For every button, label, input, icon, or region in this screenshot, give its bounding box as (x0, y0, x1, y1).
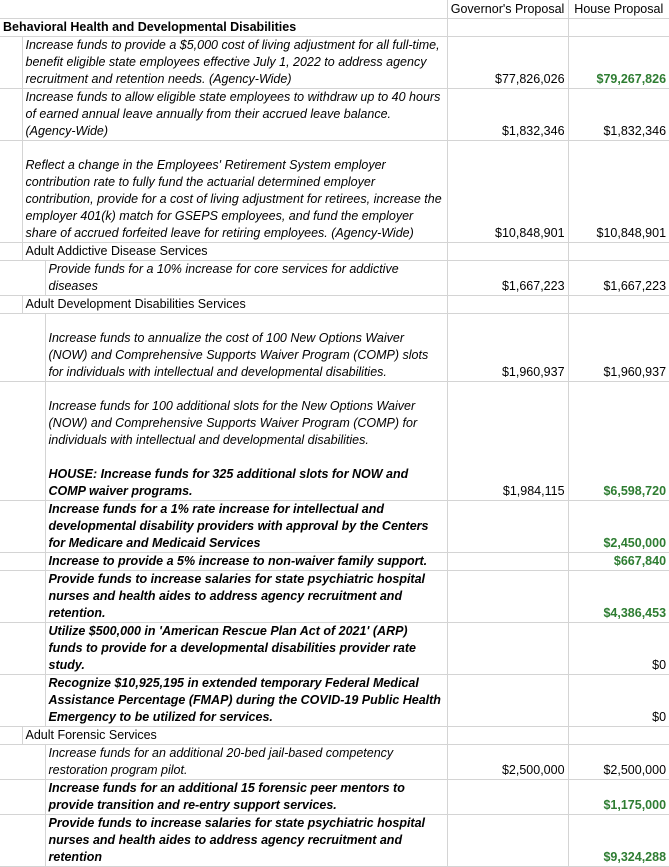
house-description: Utilize $500,000 in 'American Rescue Plan Act of 2021' (ARP) funds to provide for a developmental disabilities provider rate study. (45, 622, 447, 674)
indent-cell (0, 552, 45, 570)
indent-cell (0, 726, 22, 744)
governor-amount (447, 500, 568, 552)
indent-cell (0, 260, 45, 295)
subheading-label: Adult Forensic Services (22, 726, 447, 744)
empty-cell (568, 242, 669, 260)
house-description: Provide funds to increase salaries for state psychiatric hospital nurses and health aides to address agency recruitment and retention (45, 814, 447, 866)
spacer (49, 449, 444, 466)
governor-amount: $1,832,346 (447, 88, 568, 140)
row-description: Increase funds to annualize the cost of 100 New Options Waiver (NOW) and Comprehensive Supports Waiver Program (COMP) slots for individuals with intellectual and developmental disabilities. (45, 313, 447, 381)
governor-amount: $2,500,000 (447, 744, 568, 779)
subheading-label: Adult Addictive Disease Services (22, 242, 447, 260)
row-description: Increase funds for an additional 20-bed jail-based competency restoration program pilot. (45, 744, 447, 779)
header-row (0, 0, 669, 18)
table-row (0, 570, 669, 622)
table-row (0, 779, 669, 814)
indent-cell (0, 381, 45, 500)
indent-cell (0, 295, 22, 313)
governor-amount: $77,826,026 (447, 36, 568, 88)
row-description-cell (45, 381, 447, 500)
governor-amount: $1,667,223 (447, 260, 568, 295)
indent-cell (0, 36, 22, 88)
house-amount: $1,960,937 (568, 313, 669, 381)
house-amount: $9,324,288 (568, 814, 669, 866)
governor-amount: $1,984,115 (447, 381, 568, 500)
governor-amount: $1,960,937 (447, 313, 568, 381)
table-row (0, 140, 669, 242)
empty-cell (447, 726, 568, 744)
indent-cell (0, 814, 45, 866)
table-row (0, 500, 669, 552)
house-proposal-header: House Proposal (568, 0, 669, 18)
house-amount: $667,840 (568, 552, 669, 570)
section-row (0, 18, 669, 36)
row-description: Increase funds for 100 additional slots for the New Options Waiver (NOW) and Comprehensive Supports Waiver Program (COMP) for individuals with intellectual and developmental disabilities. (48, 398, 418, 447)
house-description: Provide funds to increase salaries for state psychiatric hospital nurses and health aides to address agency recruitment and retention. (45, 570, 447, 622)
house-description: Increase to provide a 5% increase to non-waiver family support. (45, 552, 447, 570)
empty-cell (447, 242, 568, 260)
row-description: Increase funds to allow eligible state employees to withdraw up to 40 hours of earned annual leave annually from their accrued leave balance. (Agency-Wide) (22, 88, 447, 140)
table-row (0, 36, 669, 88)
empty-cell (447, 295, 568, 313)
empty-cell (447, 18, 568, 36)
governor-amount (447, 779, 568, 814)
table-row (0, 552, 669, 570)
governor-amount (447, 622, 568, 674)
indent-cell (0, 313, 45, 381)
governor-amount: $10,848,901 (447, 140, 568, 242)
section-title: Behavioral Health and Developmental Disabilities (0, 18, 447, 36)
empty-cell (568, 726, 669, 744)
house-description: Increase funds for a 1% rate increase for intellectual and developmental disability providers with approval by the Centers for Medicare and Medicaid Services (45, 500, 447, 552)
house-amount: $1,667,223 (568, 260, 669, 295)
indent-cell (0, 744, 45, 779)
row-description: Reflect a change in the Employees' Retirement System employer contribution rate to fully fund the actuarial determined employer contribution, provide for a cost of living adjustment for retirees, increase the employer 401(k) match for GSEPS employees, and fund the employer share of accrued forfeited leave for retiring employees. (Agency-Wide) (22, 140, 447, 242)
house-description: Recognize $10,925,195 in extended temporary Federal Medical Assistance Percentage (FMAP) during the COVID-19 Public Health Emergency to be utilized for services. (45, 674, 447, 726)
house-amount: $0 (568, 674, 669, 726)
indent-cell (0, 140, 22, 242)
indent-cell (0, 570, 45, 622)
indent-cell (0, 88, 22, 140)
table-row (0, 381, 669, 500)
house-description: HOUSE: Increase funds for 325 additional slots for NOW and COMP waiver programs. (48, 466, 409, 498)
governor-proposal-header: Governor's Proposal (447, 0, 568, 18)
house-amount: $1,832,346 (568, 88, 669, 140)
subheading-row (0, 295, 669, 313)
house-amount: $2,450,000 (568, 500, 669, 552)
house-amount: $0 (568, 622, 669, 674)
governor-amount (447, 814, 568, 866)
table-row (0, 622, 669, 674)
table-row (0, 674, 669, 726)
row-description: Provide funds for a 10% increase for core services for addictive diseases (45, 260, 447, 295)
empty-cell (568, 295, 669, 313)
header-blank-cell (0, 0, 447, 18)
house-amount: $79,267,826 (568, 36, 669, 88)
house-amount: $1,175,000 (568, 779, 669, 814)
subheading-row (0, 242, 669, 260)
governor-amount (447, 570, 568, 622)
house-amount: $2,500,000 (568, 744, 669, 779)
governor-amount (447, 674, 568, 726)
table-row (0, 313, 669, 381)
indent-cell (0, 500, 45, 552)
indent-cell (0, 622, 45, 674)
governor-amount (447, 552, 568, 570)
subheading-label: Adult Development Disabilities Services (22, 295, 447, 313)
empty-cell (568, 18, 669, 36)
row-description: Increase funds to provide a $5,000 cost of living adjustment for all full-time, benefit eligible state employees effective July 1, 2022 to address agency recruitment and retention needs. (Agency-Wide) (22, 36, 447, 88)
house-amount: $10,848,901 (568, 140, 669, 242)
table-row (0, 88, 669, 140)
house-amount: $4,386,453 (568, 570, 669, 622)
table-row (0, 814, 669, 866)
house-description: Increase funds for an additional 15 forensic peer mentors to provide transition and re-entry support services. (45, 779, 447, 814)
subheading-row (0, 726, 669, 744)
table-row (0, 744, 669, 779)
house-amount: $6,598,720 (568, 381, 669, 500)
indent-cell (0, 674, 45, 726)
table-row (0, 260, 669, 295)
indent-cell (0, 779, 45, 814)
indent-cell (0, 242, 22, 260)
